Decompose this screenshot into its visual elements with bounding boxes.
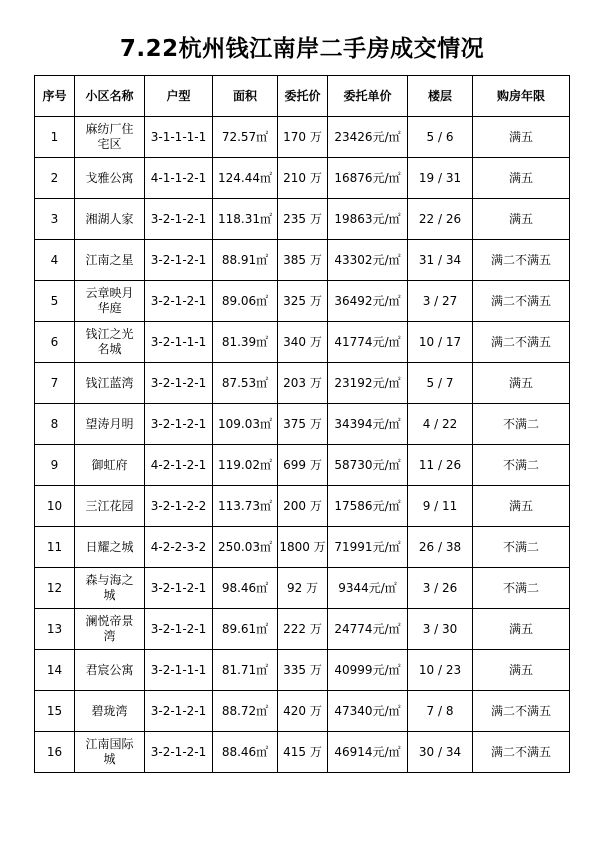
cell-years: 不满二 (473, 445, 570, 486)
cell-floor: 19 / 31 (408, 158, 473, 199)
cell-name (75, 650, 145, 691)
cell-price: 235 万 (278, 199, 328, 240)
cell-name (75, 486, 145, 527)
cell-unit-price: 43302元/㎡ (328, 240, 408, 281)
cell-unit-price: 23426元/㎡ (328, 117, 408, 158)
table-row (35, 609, 570, 650)
cell-layout: 3-2-1-2-1 (145, 199, 213, 240)
community-name: 江南之星 (85, 252, 134, 267)
cell-years: 满二不满五 (473, 281, 570, 322)
cell-years: 满二不满五 (473, 732, 570, 773)
table-row (35, 732, 570, 773)
cell-name (75, 732, 145, 773)
table-body (35, 117, 570, 773)
cell-floor: 31 / 34 (408, 240, 473, 281)
cell-no: 15 (35, 691, 75, 732)
cell-price: 420 万 (278, 691, 328, 732)
table-header-row (35, 76, 570, 117)
cell-layout: 3-2-1-2-1 (145, 568, 213, 609)
cell-layout: 3-2-1-2-2 (145, 486, 213, 527)
cell-floor: 10 / 23 (408, 650, 473, 691)
cell-years: 满五 (473, 199, 570, 240)
header-layout: 户型 (145, 76, 213, 117)
cell-area: 89.06㎡ (213, 281, 278, 322)
cell-area: 118.31㎡ (213, 199, 278, 240)
header-name: 小区名称 (75, 76, 145, 117)
table-row (35, 199, 570, 240)
cell-layout: 3-2-1-2-1 (145, 732, 213, 773)
cell-name (75, 445, 145, 486)
cell-years: 满五 (473, 486, 570, 527)
cell-layout: 3-2-1-1-1 (145, 322, 213, 363)
cell-no: 8 (35, 404, 75, 445)
community-name: 麻纺厂住宅区 (85, 122, 134, 151)
table-row (35, 158, 570, 199)
cell-name (75, 691, 145, 732)
cell-area: 87.53㎡ (213, 363, 278, 404)
cell-floor: 3 / 30 (408, 609, 473, 650)
cell-layout: 3-2-1-2-1 (145, 609, 213, 650)
cell-area: 72.57㎡ (213, 117, 278, 158)
cell-price: 325 万 (278, 281, 328, 322)
cell-no: 12 (35, 568, 75, 609)
community-name: 君宸公寓 (85, 662, 134, 677)
cell-price: 335 万 (278, 650, 328, 691)
cell-layout: 3-2-1-2-1 (145, 281, 213, 322)
cell-floor: 9 / 11 (408, 486, 473, 527)
cell-price: 203 万 (278, 363, 328, 404)
cell-price: 340 万 (278, 322, 328, 363)
community-name: 森与海之城 (85, 573, 134, 602)
cell-years: 满五 (473, 117, 570, 158)
header-area: 面积 (213, 76, 278, 117)
cell-price: 699 万 (278, 445, 328, 486)
cell-unit-price: 9344元/㎡ (328, 568, 408, 609)
cell-floor: 7 / 8 (408, 691, 473, 732)
cell-no: 5 (35, 281, 75, 322)
cell-unit-price: 47340元/㎡ (328, 691, 408, 732)
cell-years: 满二不满五 (473, 240, 570, 281)
cell-price: 385 万 (278, 240, 328, 281)
cell-years: 满二不满五 (473, 322, 570, 363)
cell-floor: 3 / 27 (408, 281, 473, 322)
cell-unit-price: 16876元/㎡ (328, 158, 408, 199)
cell-unit-price: 40999元/㎡ (328, 650, 408, 691)
cell-floor: 30 / 34 (408, 732, 473, 773)
cell-floor: 3 / 26 (408, 568, 473, 609)
cell-layout: 3-2-1-2-1 (145, 240, 213, 281)
table-row (35, 322, 570, 363)
table-row (35, 486, 570, 527)
cell-unit-price: 19863元/㎡ (328, 199, 408, 240)
cell-name (75, 609, 145, 650)
cell-price: 170 万 (278, 117, 328, 158)
cell-no: 1 (35, 117, 75, 158)
header-no: 序号 (35, 76, 75, 117)
community-name: 云章映月华庭 (85, 286, 134, 315)
cell-years: 不满二 (473, 527, 570, 568)
cell-area: 81.71㎡ (213, 650, 278, 691)
cell-price: 200 万 (278, 486, 328, 527)
page-title: 7.22杭州钱江南岸二手房成交情况 (119, 36, 485, 62)
cell-no: 10 (35, 486, 75, 527)
cell-area: 81.39㎡ (213, 322, 278, 363)
cell-unit-price: 71991元/㎡ (328, 527, 408, 568)
cell-name (75, 322, 145, 363)
header-unit-price: 委托单价 (328, 76, 408, 117)
table-row (35, 117, 570, 158)
cell-unit-price: 24774元/㎡ (328, 609, 408, 650)
table-row (35, 527, 570, 568)
cell-years: 满二不满五 (473, 691, 570, 732)
table-row (35, 568, 570, 609)
cell-unit-price: 23192元/㎡ (328, 363, 408, 404)
cell-years: 不满二 (473, 568, 570, 609)
cell-name (75, 158, 145, 199)
cell-layout: 3-2-1-2-1 (145, 404, 213, 445)
cell-layout: 3-1-1-1-1 (145, 117, 213, 158)
cell-years: 满五 (473, 158, 570, 199)
table-row (35, 445, 570, 486)
header-years: 购房年限 (473, 76, 570, 117)
community-name: 日耀之城 (85, 539, 134, 554)
cell-floor: 11 / 26 (408, 445, 473, 486)
cell-price: 210 万 (278, 158, 328, 199)
cell-price: 1800 万 (278, 527, 328, 568)
cell-years: 满五 (473, 650, 570, 691)
table-row (35, 363, 570, 404)
cell-area: 88.72㎡ (213, 691, 278, 732)
cell-name (75, 363, 145, 404)
cell-no: 6 (35, 322, 75, 363)
cell-area: 119.02㎡ (213, 445, 278, 486)
cell-no: 14 (35, 650, 75, 691)
cell-years: 满五 (473, 609, 570, 650)
community-name: 钱江之光名城 (85, 327, 134, 356)
cell-area: 113.73㎡ (213, 486, 278, 527)
cell-area: 124.44㎡ (213, 158, 278, 199)
transactions-table (34, 75, 570, 773)
cell-name (75, 117, 145, 158)
cell-layout: 4-2-2-3-2 (145, 527, 213, 568)
cell-area: 88.91㎡ (213, 240, 278, 281)
cell-unit-price: 36492元/㎡ (328, 281, 408, 322)
cell-name (75, 199, 145, 240)
table-row (35, 281, 570, 322)
table-row (35, 691, 570, 732)
cell-price: 92 万 (278, 568, 328, 609)
cell-unit-price: 34394元/㎡ (328, 404, 408, 445)
header-price: 委托价 (278, 76, 328, 117)
cell-area: 89.61㎡ (213, 609, 278, 650)
community-name: 湘湖人家 (85, 211, 134, 226)
cell-no: 4 (35, 240, 75, 281)
cell-floor: 22 / 26 (408, 199, 473, 240)
cell-area: 98.46㎡ (213, 568, 278, 609)
cell-area: 250.03㎡ (213, 527, 278, 568)
cell-no: 9 (35, 445, 75, 486)
cell-price: 222 万 (278, 609, 328, 650)
cell-years: 不满二 (473, 404, 570, 445)
cell-unit-price: 46914元/㎡ (328, 732, 408, 773)
cell-area: 109.03㎡ (213, 404, 278, 445)
cell-no: 16 (35, 732, 75, 773)
cell-layout: 3-2-1-1-1 (145, 650, 213, 691)
community-name: 戈雅公寓 (85, 170, 134, 185)
cell-price: 415 万 (278, 732, 328, 773)
cell-unit-price: 17586元/㎡ (328, 486, 408, 527)
cell-no: 13 (35, 609, 75, 650)
cell-name (75, 527, 145, 568)
cell-no: 11 (35, 527, 75, 568)
cell-area: 88.46㎡ (213, 732, 278, 773)
cell-floor: 10 / 17 (408, 322, 473, 363)
cell-layout: 3-2-1-2-1 (145, 363, 213, 404)
community-name: 钱江蓝湾 (85, 375, 134, 390)
cell-unit-price: 58730元/㎡ (328, 445, 408, 486)
community-name: 澜悦帝景湾 (85, 614, 134, 643)
cell-floor: 26 / 38 (408, 527, 473, 568)
cell-price: 375 万 (278, 404, 328, 445)
cell-name (75, 404, 145, 445)
community-name: 望涛月明 (85, 416, 134, 431)
cell-no: 7 (35, 363, 75, 404)
cell-name (75, 281, 145, 322)
cell-floor: 5 / 6 (408, 117, 473, 158)
community-name: 御虹府 (91, 457, 128, 472)
cell-floor: 5 / 7 (408, 363, 473, 404)
cell-name (75, 568, 145, 609)
cell-layout: 3-2-1-2-1 (145, 691, 213, 732)
community-name: 碧珑湾 (91, 703, 128, 718)
cell-unit-price: 41774元/㎡ (328, 322, 408, 363)
cell-years: 满五 (473, 363, 570, 404)
header-floor: 楼层 (408, 76, 473, 117)
cell-no: 3 (35, 199, 75, 240)
cell-no: 2 (35, 158, 75, 199)
cell-layout: 4-1-1-2-1 (145, 158, 213, 199)
table-row (35, 240, 570, 281)
table-row (35, 404, 570, 445)
community-name: 江南国际城 (85, 737, 134, 766)
cell-floor: 4 / 22 (408, 404, 473, 445)
cell-name (75, 240, 145, 281)
cell-layout: 4-2-1-2-1 (145, 445, 213, 486)
community-name: 三江花园 (85, 498, 134, 513)
table-row (35, 650, 570, 691)
